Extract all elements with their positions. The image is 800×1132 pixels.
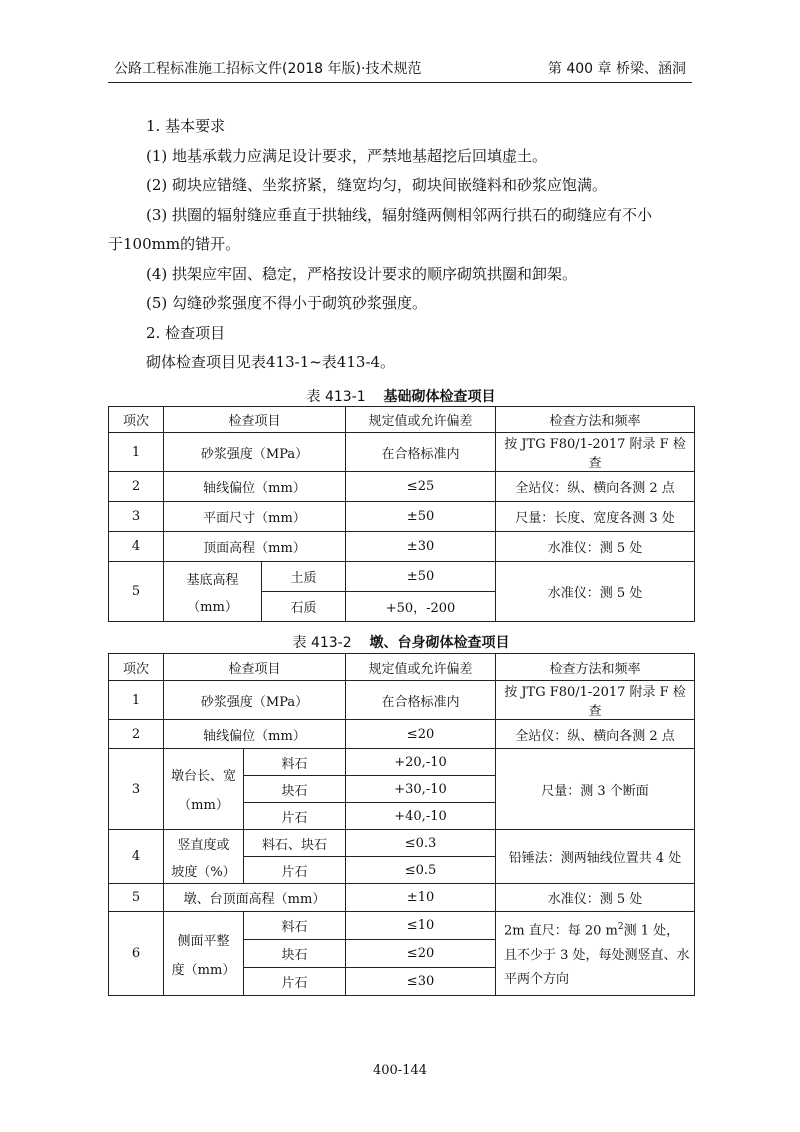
table-row bbox=[109, 912, 695, 940]
table-caption bbox=[108, 632, 694, 652]
cell: 按 JTG F80/1-2017 附录 F 检查 bbox=[496, 681, 695, 720]
cell: 在合格标准内 bbox=[346, 681, 496, 720]
cell: ≤20 bbox=[346, 720, 496, 749]
cell: 砂浆强度（MPa） bbox=[164, 433, 346, 472]
cell: 尺量：测 3 个断面 bbox=[496, 749, 695, 830]
cell: 顶面高程（mm） bbox=[164, 532, 346, 562]
table-row bbox=[109, 884, 695, 912]
header-cell: 检查方法和频率 bbox=[496, 407, 695, 433]
cell-line: 竖直度或 bbox=[177, 837, 230, 853]
cell: 石质 bbox=[262, 592, 346, 622]
method-text: 测 1 处，且不少于 3 处，每处测竖直、水平两个方向 bbox=[504, 923, 690, 987]
cell: 4 bbox=[109, 532, 164, 562]
table-row bbox=[109, 830, 695, 857]
cell: +30,-10 bbox=[346, 776, 496, 803]
paragraph: (5) 勾缝砂浆强度不得小于砌筑砂浆强度。 bbox=[146, 294, 428, 312]
cell: 5 bbox=[109, 562, 164, 622]
cell: 2 bbox=[109, 720, 164, 749]
cell: 墩、台顶面高程（mm） bbox=[164, 884, 346, 912]
cell: 水准仪：测 5 处 bbox=[496, 884, 695, 912]
table-row bbox=[109, 502, 695, 532]
cell: ≤20 bbox=[346, 940, 496, 968]
table-row bbox=[109, 749, 695, 776]
cell: 全站仪：纵、横向各测 2 点 bbox=[496, 472, 695, 502]
cell: 4 bbox=[109, 830, 164, 884]
table-caption-number: 表 413-1 bbox=[306, 389, 366, 405]
table-caption-title: 基础砌体检查项目 bbox=[383, 389, 496, 405]
heading-basic-requirements: 1. 基本要求 bbox=[146, 117, 226, 135]
cell: ±30 bbox=[346, 532, 496, 562]
table-caption bbox=[108, 386, 694, 406]
cell-line: （mm） bbox=[187, 599, 238, 615]
cell: +40,-10 bbox=[346, 803, 496, 830]
header-cell: 项次 bbox=[109, 654, 164, 681]
table-413-1 bbox=[108, 406, 695, 622]
cell: 1 bbox=[109, 433, 164, 472]
cell: 片石 bbox=[244, 803, 346, 830]
cell: ≤0.5 bbox=[346, 857, 496, 884]
table-row bbox=[109, 562, 695, 592]
cell: 1 bbox=[109, 681, 164, 720]
cell: 6 bbox=[109, 912, 164, 996]
header-cell: 检查项目 bbox=[164, 407, 346, 433]
paragraph: 于100mm的错开。 bbox=[108, 235, 241, 253]
superscript: 2 bbox=[617, 922, 624, 933]
cell: 料石 bbox=[244, 912, 346, 940]
cell bbox=[164, 912, 244, 996]
cell-line: 墩台长、宽 bbox=[170, 769, 236, 784]
cell: ≤25 bbox=[346, 472, 496, 502]
table-row bbox=[109, 720, 695, 749]
header-doc-title: 公路工程标准施工招标文件(2018 年版)·技术规范 bbox=[114, 61, 422, 77]
cell: 块石 bbox=[244, 776, 346, 803]
header-cell: 检查方法和频率 bbox=[496, 654, 695, 681]
cell: 料石、块石 bbox=[244, 830, 346, 857]
cell: 3 bbox=[109, 502, 164, 532]
cell: +50，-200 bbox=[346, 592, 496, 622]
table-header-row bbox=[109, 654, 695, 681]
cell: 轴线偏位（mm） bbox=[164, 720, 346, 749]
header-cell: 检查项目 bbox=[164, 654, 346, 681]
cell: 尺量：长度、宽度各测 3 处 bbox=[496, 502, 695, 532]
table-row bbox=[109, 433, 695, 472]
header-cell: 规定值或允许偏差 bbox=[346, 407, 496, 433]
body-text bbox=[108, 112, 694, 378]
header-cell: 项次 bbox=[109, 407, 164, 433]
cell: 轴线偏位（mm） bbox=[164, 472, 346, 502]
table-caption-number: 表 413-2 bbox=[292, 635, 352, 651]
header-chapter: 第 400 章 桥梁、涵洞 bbox=[547, 61, 686, 77]
cell: ±10 bbox=[346, 884, 496, 912]
cell: 料石 bbox=[244, 749, 346, 776]
cell: ≤10 bbox=[346, 912, 496, 940]
running-header bbox=[108, 56, 692, 83]
cell: ≤30 bbox=[346, 968, 496, 996]
cell: 2 bbox=[109, 472, 164, 502]
cell: 片石 bbox=[244, 857, 346, 884]
cell bbox=[164, 830, 244, 884]
paragraph: (4) 拱架应牢固、稳定，严格按设计要求的顺序砌筑拱圈和卸架。 bbox=[146, 264, 578, 283]
cell: 在合格标准内 bbox=[346, 433, 496, 472]
table-row bbox=[109, 532, 695, 562]
cell-method bbox=[496, 912, 695, 996]
paragraph: (3) 拱圈的辐射缝应垂直于拱轴线，辐射缝两侧相邻两行拱石的砌缝应有不小 bbox=[146, 205, 653, 224]
method-text: 2m 直尺：每 20 m bbox=[504, 923, 618, 939]
table-row bbox=[109, 681, 695, 720]
cell: 平面尺寸（mm） bbox=[164, 502, 346, 532]
table-413-2 bbox=[108, 653, 695, 996]
table-caption-title: 墩、台身砌体检查项目 bbox=[369, 635, 510, 651]
cell: ±50 bbox=[346, 502, 496, 532]
cell: 砂浆强度（MPa） bbox=[164, 681, 346, 720]
cell-line: 度（mm） bbox=[171, 962, 236, 978]
cell: 按 JTG F80/1-2017 附录 F 检查 bbox=[496, 433, 695, 472]
cell: 片石 bbox=[244, 968, 346, 996]
cell: ≤0.3 bbox=[346, 830, 496, 857]
paragraph: (2) 砌块应错缝、坐浆挤紧，缝宽均匀，砌块间嵌缝料和砂浆应饱满。 bbox=[146, 176, 608, 194]
cell: 水准仪：测 5 处 bbox=[496, 532, 695, 562]
header-cell: 规定值或允许偏差 bbox=[346, 654, 496, 681]
cell: 全站仪：纵、横向各测 2 点 bbox=[496, 720, 695, 749]
table-header-row bbox=[109, 407, 695, 433]
cell-line: 侧面平整 bbox=[177, 933, 230, 949]
cell: +20,-10 bbox=[346, 749, 496, 776]
table-row bbox=[109, 472, 695, 502]
cell bbox=[164, 562, 262, 622]
paragraph: (1) 地基承载力应满足设计要求，严禁地基超挖后回填虚土。 bbox=[146, 146, 548, 165]
cell-line: 基底高程 bbox=[186, 572, 239, 588]
cell: 块石 bbox=[244, 940, 346, 968]
cell: 5 bbox=[109, 884, 164, 912]
cell: 土质 bbox=[262, 562, 346, 592]
cell bbox=[164, 749, 244, 830]
cell: 铅锤法：测两轴线位置共 4 处 bbox=[496, 830, 695, 884]
page-number: 400-144 bbox=[372, 1063, 428, 1078]
cell-line: （mm） bbox=[178, 798, 229, 813]
cell: 3 bbox=[109, 749, 164, 830]
heading-check-items: 2. 检查项目 bbox=[146, 323, 226, 342]
paragraph: 砌体检查项目见表413-1~表413-4。 bbox=[146, 353, 396, 371]
cell-line: 坡度（%） bbox=[171, 864, 236, 880]
cell: ±50 bbox=[346, 562, 496, 592]
cell: 水准仪：测 5 处 bbox=[496, 562, 695, 622]
